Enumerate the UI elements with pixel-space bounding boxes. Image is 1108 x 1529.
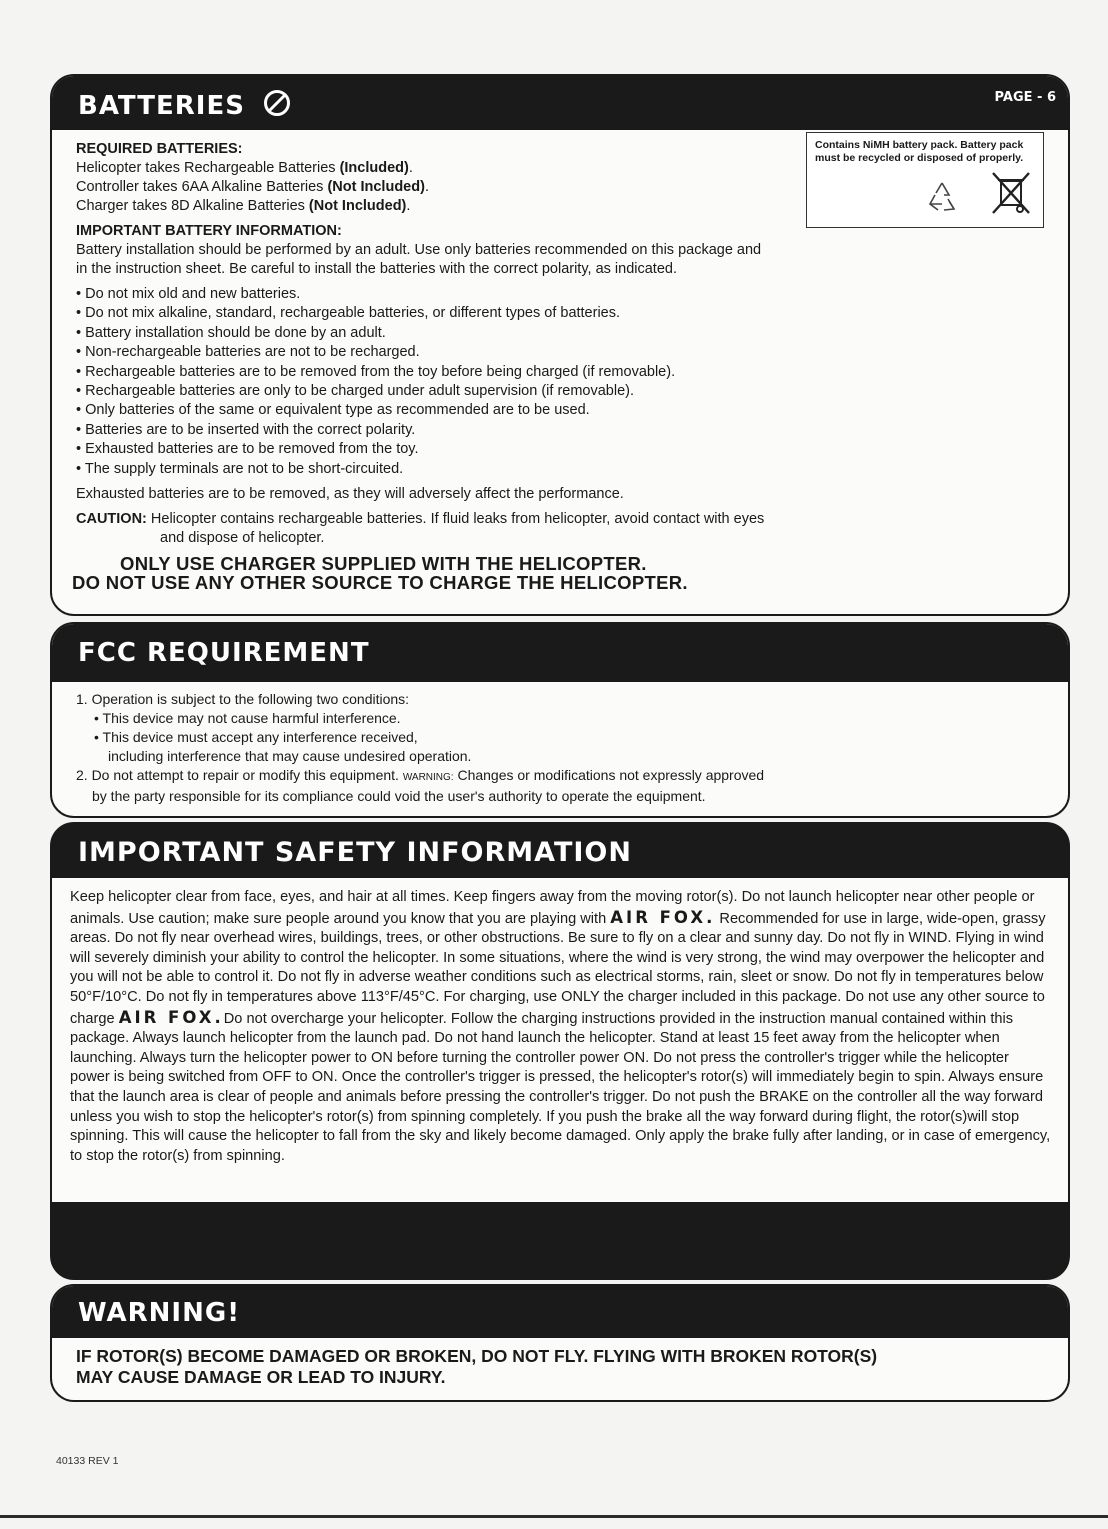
warning-text-1: IF ROTOR(S) BECOME DAMAGED OR BROKEN, DO NOT FLY. FLYING WITH BROKEN ROTOR(S) xyxy=(76,1346,878,1366)
batteries-section xyxy=(50,74,1070,616)
important-heading: IMPORTANT BATTERY INFORMATION: xyxy=(76,223,342,239)
batteries-title xyxy=(78,89,291,124)
required-line-charger: Charger takes 8D Alkaline Batteries (Not Included). xyxy=(76,198,411,214)
list-item: • Do not mix old and new batteries. xyxy=(76,286,301,302)
page-edge xyxy=(0,1515,1108,1518)
warning-header xyxy=(52,1286,1068,1338)
batteries-body xyxy=(72,140,1048,594)
required-line-helicopter: Helicopter takes Rechargeable Batteries (Included). xyxy=(76,160,413,176)
fcc-body xyxy=(76,690,1048,806)
list-item: • Batteries are to be inserted with the correct polarity. xyxy=(76,421,416,438)
fcc-line-1: 1. Operation is subject to the following two conditions: xyxy=(76,691,410,707)
warning-text-2: MAY CAUSE DAMAGE OR LEAD TO INJURY. xyxy=(76,1367,446,1387)
list-item: • Do not mix alkaline, standard, rechargeable batteries, or different types of batteries. xyxy=(76,305,621,322)
fcc-title: FCC REQUIREMENT xyxy=(78,638,370,668)
warning-body xyxy=(76,1346,1048,1388)
page-number: PAGE - 6 xyxy=(994,90,1056,105)
fcc-line-5: 2. Do not attempt to repair or modify this equipment. WARNING: Changes or modifications not expressly approved xyxy=(76,767,765,783)
batteries-header xyxy=(52,76,1068,130)
batteries-title-text: BATTERIES xyxy=(78,91,245,121)
list-item: • Battery installation should be done by an adult. xyxy=(76,324,386,341)
fcc-warning-label: WARNING: xyxy=(402,772,454,783)
fcc-line-4: including interference that may cause undesired operation. xyxy=(108,748,472,764)
list-item: • Non-rechargeable batteries are not to be recharged. xyxy=(76,344,420,361)
safety-text-1: Keep helicopter clear from face, eyes, and hair at all times. Keep fingers away from the moving rotor(s). Do not launch helicopter near other people or animals. Use caution; make sure people around you know that you are playing with xyxy=(70,889,1035,927)
fcc-line-3: • This device must accept any interference received, xyxy=(94,729,418,745)
safety-section xyxy=(50,822,1070,1280)
important-text-2: in the instruction sheet. Be careful to install the batteries with the correct polarity, as indicated. xyxy=(76,261,677,277)
recycle-notice-text: Contains NiMH battery pack. Battery pack must be recycled or disposed of properly. xyxy=(815,139,1024,164)
caution-text-2: and dispose of helicopter. xyxy=(160,530,325,547)
safety-body xyxy=(52,878,1068,1202)
document-code: 40133 REV 1 xyxy=(56,1455,119,1467)
list-item: • Only batteries of the same or equivalent type as recommended are to be used. xyxy=(76,402,590,419)
required-line-controller: Controller takes 6AA Alkaline Batteries (Not Included). xyxy=(76,179,429,195)
safety-header xyxy=(52,824,1068,878)
list-item: • Rechargeable batteries are to be removed from the toy before being charged (if removable). xyxy=(76,363,676,380)
fcc-line-2: • This device may not cause harmful interference. xyxy=(94,710,401,726)
safety-text-3: Do not overcharge your helicopter. Follow the charging instructions provided in the instruction manual contained within this package. Always launch helicopter from the launch pad. Do not hand launch the helicopter. Stand at least 15 feet away from the helicopter when launching. Always turn the helicopter power to ON before turning the controller power ON. Do not press the controller's trigger while the helicopter power is being switched from OFF to ON. Once the controller's trigger is pressed, the helicopter's rotor(s) will immediately begin to spin. Always ensure that the launch area is clear of people and animals before pressing the controller's trigger. Do not push the BRAKE on the controller all the way forward unless you wish to stop the helicopter's rotor(s) from spinning completely. If you push the brake all the way forward during flight, the rotor(s)will stop spinning. This will cause the helicopter to fall from the sky and likely become damaged. Only apply the brake fully after landing, or in case of emergency, to stop the rotor(s) from spinning. xyxy=(70,1010,1051,1164)
fcc-header xyxy=(52,624,1068,682)
warning-section xyxy=(50,1284,1070,1402)
caution-line xyxy=(76,510,1048,529)
charger-line-1: ONLY USE CHARGER SUPPLIED WITH THE HELICOPTER. xyxy=(120,553,647,575)
fcc-section xyxy=(50,622,1070,818)
safety-text-2: Recommended for use in large, wide-open, grassy areas. Do not fly near overhead wires, buildings, trees, or other obstructions. Be sure to fly on a clear and sunny day. Do not fly in WIND. Flying in wind will severely diminish your ability to control the helicopter. In some situations, where the wind is very strong, the wind may overpower the helicopter and you will not be able to control it. Do not fly in adverse weather conditions such as electrical storms, rain, sleet or snow. Do not fly in temperatures below 50°F/10°C. Do not fly in temperatures above 113°F/45°C. For charging, use ONLY the charger included in this package. Do not use any other source to charge xyxy=(70,910,1046,1027)
important-text-1: Battery installation should be performed by an adult. Use only batteries recommended on this package and xyxy=(76,242,762,258)
warning-title: WARNING! xyxy=(78,1298,241,1328)
list-item: • Rechargeable batteries are only to be charged under adult supervision (if removable). xyxy=(76,383,635,400)
exhausted-note: Exhausted batteries are to be removed, as they will adversely affect the performance. xyxy=(76,486,624,503)
caution-text-1: Helicopter contains rechargeable batteries. If fluid leaks from helicopter, avoid contact with eyes xyxy=(150,511,765,528)
battery-rules-list xyxy=(76,285,1048,479)
safety-title: IMPORTANT SAFETY INFORMATION xyxy=(78,837,632,868)
caution-label: CAUTION: xyxy=(76,511,147,528)
list-item: • The supply terminals are not to be short-circuited. xyxy=(76,460,404,477)
prohibition-icon xyxy=(263,89,291,124)
fcc-line-6: by the party responsible for its compliance could void the user's authority to operate the equipment. xyxy=(92,788,706,804)
list-item: • Exhausted batteries are to be removed from the toy. xyxy=(76,441,419,458)
product-name: AIR FOX. xyxy=(118,1007,224,1027)
charger-line-2: DO NOT USE ANY OTHER SOURCE TO CHARGE THE HELICOPTER. xyxy=(72,572,688,594)
product-name: AIR FOX. xyxy=(610,907,716,927)
required-heading: REQUIRED BATTERIES: xyxy=(76,141,243,157)
